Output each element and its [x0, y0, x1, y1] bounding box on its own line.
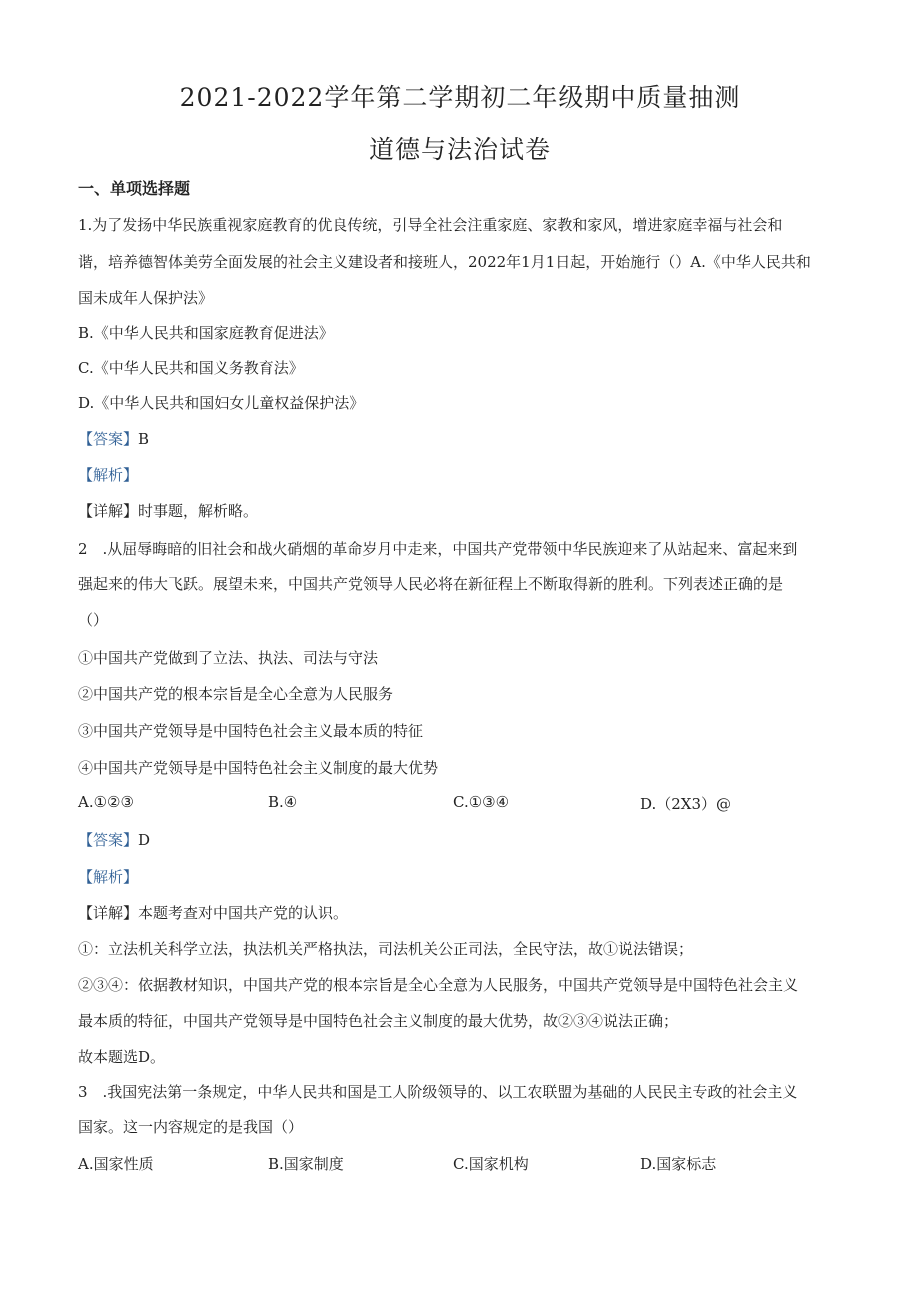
q2-line-1: 2 .从屈辱晦暗的旧社会和战火硝烟的革命岁月中走来，中国共产党带领中华民族迎来了从站起来、富起来到	[78, 540, 798, 558]
detail-tag: 【详解】	[78, 904, 139, 922]
q3-option-b: B.国家制度	[268, 1155, 344, 1173]
q3-option-a: A.国家性质	[78, 1155, 154, 1173]
q2-statement-1: ①中国共产党做到了立法、执法、司法与守法	[78, 649, 379, 667]
answer-value: B	[138, 430, 150, 448]
q2-answer	[78, 829, 150, 850]
q2-option-a: A.①②③	[78, 793, 134, 811]
q1-line-2: 谐，培养德智体美劳全面发展的社会主义建设者和接班人，2022年1月1日起，开始施行（）A.《中华人民共和	[78, 253, 811, 271]
q2-explanation-4: 故本题选D。	[78, 1048, 166, 1066]
q2-line-2: 强起来的伟大飞跃。展望未来，中国共产党领导人民必将在新征程上不断取得新的胜利。下列表述正确的是	[78, 575, 784, 593]
q2-option-c: C.①③④	[453, 793, 510, 811]
q1-line-3: 国未成年人保护法》	[78, 289, 214, 307]
q2-line-3: （）	[78, 611, 109, 629]
q2-statement-3: ③中国共产党领导是中国特色社会主义最本质的特征	[78, 722, 424, 740]
detail-text: 时事题，解析略。	[138, 502, 259, 520]
q1-option-d: D.《中华人民共和国妇女儿童权益保护法》	[78, 394, 365, 412]
q3-line-1: 3 .我国宪法第一条规定，中华人民共和国是工人阶级领导的、以工农联盟为基础的人民民主专政的社会主义	[78, 1083, 798, 1101]
q1-option-b: B.《中华人民共和国家庭教育促进法》	[78, 324, 334, 342]
q1-option-c: C.《中华人民共和国义务教育法》	[78, 359, 304, 377]
answer-tag: 【答案】	[78, 831, 139, 849]
q3-option-c: C.国家机构	[453, 1155, 529, 1173]
exam-title: 2021-2022学年第二学期初二年级期中质量抽测	[179, 83, 741, 112]
q1-detail	[78, 500, 258, 521]
q2-statement-4: ④中国共产党领导是中国特色社会主义制度的最大优势	[78, 759, 439, 777]
answer-value: D	[138, 831, 151, 849]
q2-option-d: D.（2X3）@	[640, 795, 732, 813]
q1-analysis-tag: 【解析】	[78, 466, 139, 484]
q2-explanation-1: ①：立法机关科学立法，执法机关严格执法，司法机关公正司法，全民守法，故①说法错误；	[78, 940, 694, 958]
q3-option-d: D.国家标志	[640, 1155, 717, 1173]
detail-tag: 【详解】	[78, 502, 139, 520]
answer-tag: 【答案】	[78, 430, 139, 448]
section-heading: 一、单项选择题	[78, 179, 191, 198]
detail-text: 本题考查对中国共产党的认识。	[138, 904, 349, 922]
q1-answer	[78, 428, 149, 449]
q2-statement-2: ②中国共产党的根本宗旨是全心全意为人民服务	[78, 685, 394, 703]
q1-line-1: 1.为了发扬中华民族重视家庭教育的优良传统，引导全社会注重家庭、家教和家风，增进家庭幸福与社会和	[78, 216, 783, 234]
q2-explanation-2: ②③④：依据教材知识，中国共产党的根本宗旨是全心全意为人民服务，中国共产党领导是中国特色社会主义	[78, 976, 799, 994]
q2-option-b: B.④	[268, 793, 298, 811]
q2-explanation-3: 最本质的特征，中国共产党领导是中国特色社会主义制度的最大优势，故②③④说法正确；	[78, 1012, 679, 1030]
exam-subtitle: 道德与法治试卷	[368, 135, 551, 164]
q3-line-2: 国家。这一内容规定的是我国（）	[78, 1118, 304, 1136]
q2-detail	[78, 902, 348, 923]
q2-analysis-tag: 【解析】	[78, 868, 139, 886]
